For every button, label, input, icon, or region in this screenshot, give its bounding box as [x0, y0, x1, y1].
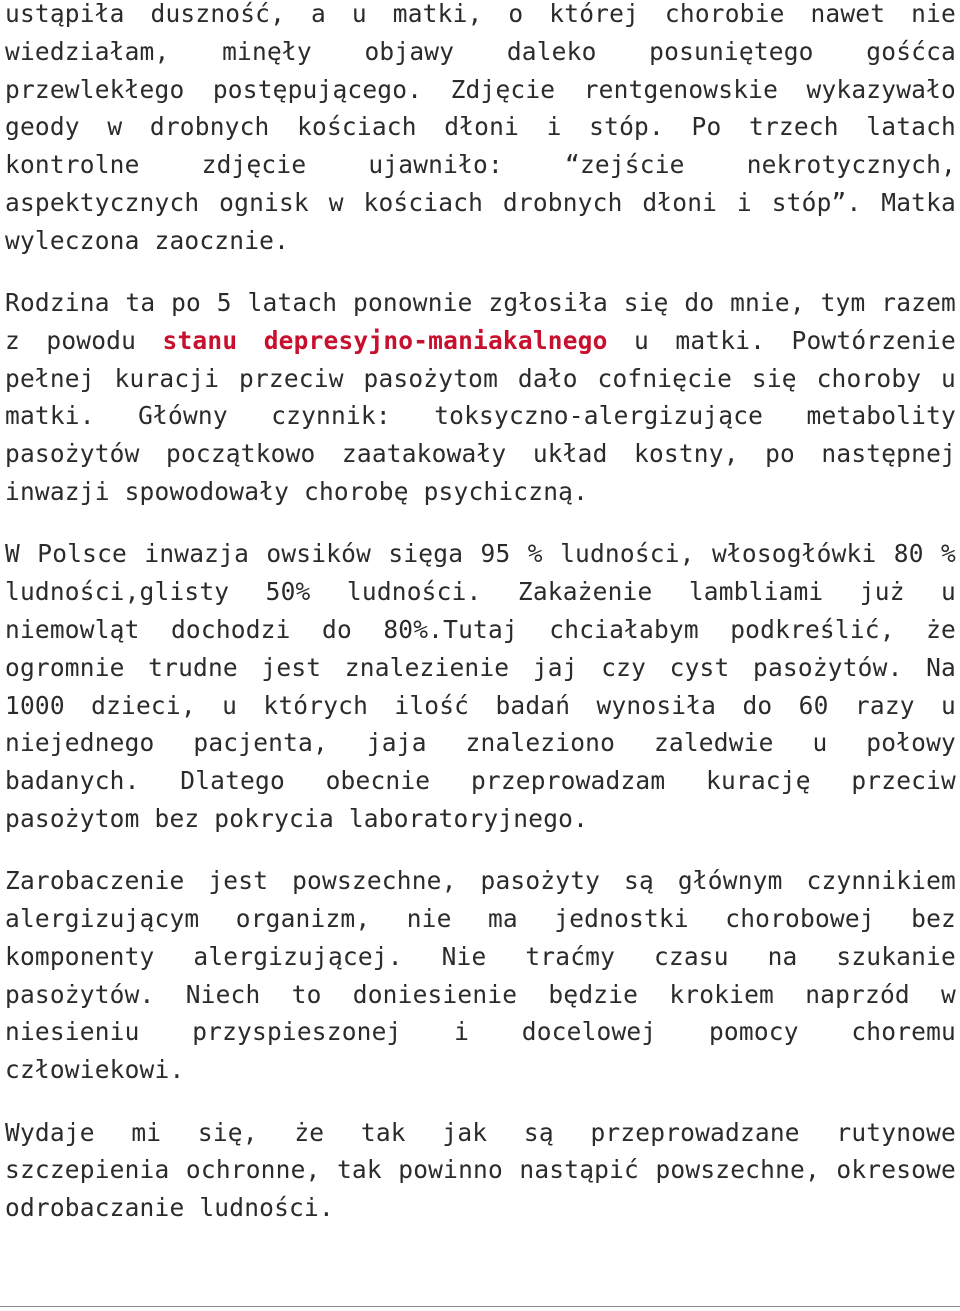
paragraph-4: Zarobaczenie jest powszechne, pasożyty są głównym czynnikiem alergizującym organizm, nie ma jednostki chorobowej bez komponenty alergizującej. Nie traćmy czasu na szukanie pasożytów. Niech to doniesienie będzie krokiem naprzód w niesieniu przyspieszonej i docelowej pomocy choremu człowiekowi. — [5, 866, 956, 1085]
paragraph-5: Wydaje mi się, że tak jak są przeprowadzane rutynowe szczepienia ochronne, tak powinno nastąpić powszechne, okresowe odrobaczanie ludności. — [5, 1117, 956, 1223]
paragraph-1: ustąpiła duszność, a u matki, o której chorobie nawet nie wiedziałam, minęły objawy daleko posuniętego gośćca przewlekłego postępującego. Zdjęcie rentgenowskie wykazywało geody w drobnych kościach dłoni i stóp. Po trzech latach kontrolne zdjęcie ujawniło: “zejście nekrotycznych, aspektycznych ognisk w kościach drobnych dłoni i stóp”. Matka wyleczona zaocznie. — [5, 0, 956, 255]
bottom-divider — [0, 1306, 960, 1307]
paragraph-2 — [5, 284, 956, 511]
document-body — [5, 0, 956, 1251]
paragraph-2-text-before: Rodzina ta po 5 latach ponownie zgłosiła się do mnie, tym razem z powodu — [5, 288, 956, 355]
highlighted-phrase: stanu depresyjno-maniakalnego — [162, 325, 608, 355]
paragraph-3: W Polsce inwazja owsików sięga 95 % ludności, włosogłówki 80 % ludności,glisty 50% ludności. Zakażenie lambliami już u niemowląt dochodzi do 80%.Tutaj chciałabym podkreślić, że ogromnie trudne jest znalezienie jaj czy cyst pasożytów. Na 1000 dzieci, u których ilość badań wynosiła do 60 razy u niejednego pacjenta, jaja znaleziono zaledwie u połowy badanych. Dlatego obecnie przeprowadzam kurację przeciw pasożytom bez pokrycia laboratoryjnego. — [5, 539, 956, 833]
paragraph-2-text-after: u matki. Powtórzenie pełnej kuracji przeciw pasożytom dało cofnięcie się choroby u matki. Główny czynnik: toksyczno-alergizujące metabolity pasożytów początkowo zaatakowały układ kostny, po następnej inwazji spowodowały chorobę psychiczną. — [5, 325, 956, 507]
